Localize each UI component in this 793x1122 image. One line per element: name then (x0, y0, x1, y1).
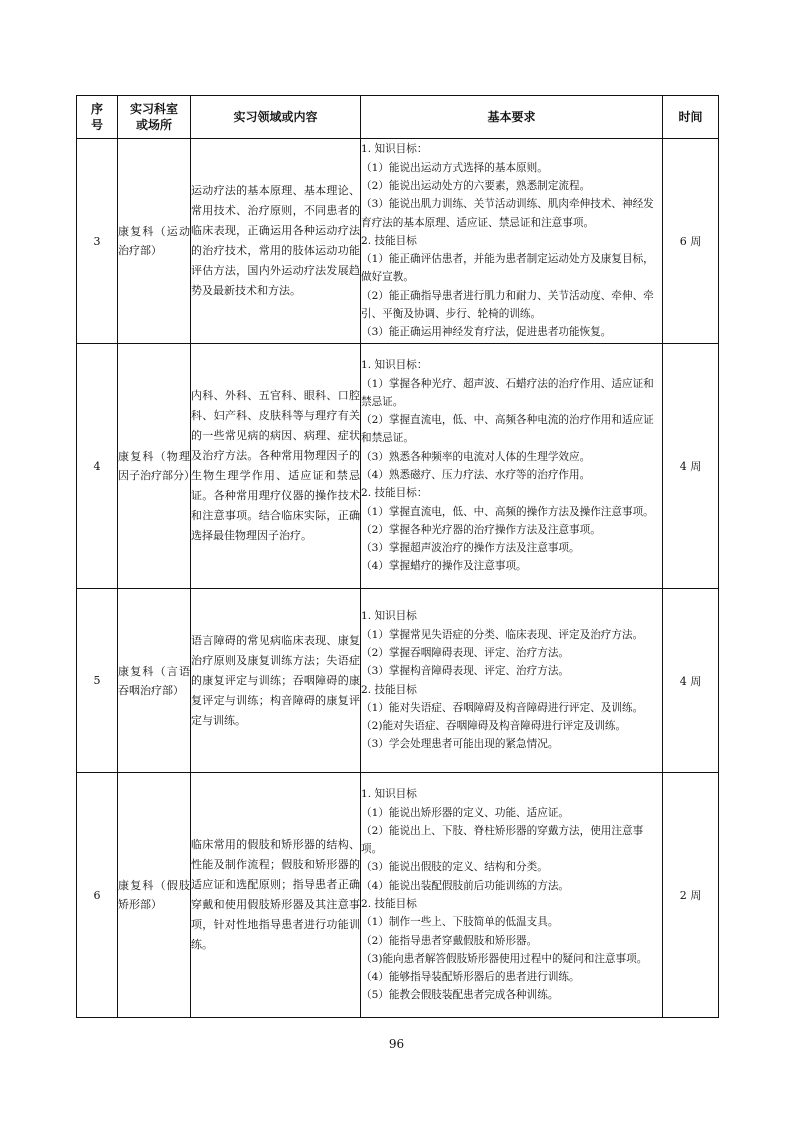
requirement-line: 2. 技能目标 (361, 683, 417, 696)
page-number: 96 (388, 1037, 405, 1051)
requirement-line: （3）能说出肌力训练、关节活动训练、肌肉牵伸技术、神经发育疗法的基本原理、适应证、禁忌证和注意事项。 (361, 198, 654, 229)
table-row (77, 344, 719, 589)
requirement-line: （2）能说出运动处方的六要素，熟悉制定流程。 (361, 179, 591, 192)
requirement-line: （3）能正确运用神经发育疗法，促进患者功能恢复。 (361, 326, 612, 339)
header-time: 时间 (663, 96, 719, 139)
row-duration: 4 周 (663, 344, 719, 589)
row-content: 语言障碍的常见病临床表现、康复治疗原则及康复训练方法；失语症的康复评定与训练；吞咽障碍的康复评定与训练；构音障碍的康复评定与训练。 (191, 589, 361, 773)
row-requirements (361, 344, 663, 589)
header-content: 实习领域或内容 (191, 96, 361, 139)
requirement-line: （3)能向患者解答假肢矫形器使用过程中的疑问和注意事项。 (361, 952, 648, 965)
requirement-line: （4）掌握蜡疗的操作及注意事项。 (361, 560, 527, 573)
requirement-line: 1. 知识目标 (361, 788, 417, 801)
requirement-line: （2）能指导患者穿戴假肢和矫形器。 (361, 934, 538, 947)
requirement-line: 1. 知识目标： (361, 359, 428, 372)
requirement-line: （1）能正确评估患者，并能为患者制定运动处方及康复目标，做好宣教。 (361, 253, 654, 284)
table-header-row (77, 96, 719, 139)
header-num-line1: 序 (90, 102, 103, 116)
requirement-line: （1）能说出矫形器的定义、功能、适应证。 (361, 806, 570, 819)
requirement-line: （1）制作一些上、下肢简单的低温支具。 (361, 916, 559, 929)
requirement-line: 2. 技能目标： (361, 487, 428, 500)
row-requirements (361, 139, 663, 344)
requirement-line: （2)能对失语症、吞咽障碍及构音障碍进行评定及训练。 (361, 720, 627, 733)
requirement-line: （3）掌握超声波治疗的操作方法及注意事项。 (361, 542, 580, 555)
header-dept-line2: 或场所 (135, 118, 172, 132)
row-duration: 4 周 (663, 589, 719, 773)
row-content: 临床常用的假肢和矫形器的结构、性能及制作流程；假肢和矫形器的适应证和选配原则；指导患者正确穿戴和使用假肢矫形器及其注意事项，针对性地指导患者进行功能训练。 (191, 773, 361, 1018)
row-duration: 6 周 (663, 139, 719, 344)
row-number: 5 (77, 589, 118, 773)
requirement-line: （2）掌握直流电，低、中、高频各种电流的治疗作用和适应证和禁忌证。 (361, 414, 654, 445)
requirement-line: （3）熟悉各种频率的电流对人体的生理学效应。 (361, 450, 591, 463)
header-requirements: 基本要求 (361, 96, 663, 139)
requirement-line: （4）能说出装配假肢前后功能训练的方法。 (361, 879, 570, 892)
header-num-line2: 号 (90, 118, 103, 132)
requirement-line: （2）能说出上、下肢、脊柱矫形器的穿戴方法，使用注意事项。 (361, 824, 644, 856)
requirement-line: （4）能够指导装配矫形器后的患者进行训练。 (361, 971, 580, 984)
row-number: 4 (77, 344, 118, 589)
requirement-line: （1）能对失语症、吞咽障碍及构音障碍进行评定、及训练。 (361, 701, 644, 714)
requirement-line: 2. 技能目标 (361, 234, 417, 247)
requirement-line: （1）能说出运动方式选择的基本原则。 (361, 161, 548, 174)
requirement-line: （3）能说出假肢的定义、结构和分类。 (361, 861, 548, 874)
table-row (77, 139, 719, 344)
requirement-line: （2）能正确指导患者进行肌力和耐力、关节活动度、牵伸、牵引、平衡及协调、步行、轮椅的训练。 (361, 289, 654, 321)
row-requirements (361, 773, 663, 1018)
table-row (77, 589, 719, 773)
row-department: 康复科（物理因子治疗部分） (118, 344, 191, 589)
requirement-line: （3）掌握构音障碍表现、评定、治疗方法。 (361, 665, 570, 678)
requirement-line: （2）掌握吞咽障碍表现、评定、治疗方法。 (361, 646, 570, 659)
row-number: 6 (77, 773, 118, 1018)
header-num (77, 96, 118, 139)
requirement-line: （2）掌握各种光疗器的治疗操作方法及注意事项。 (361, 523, 601, 536)
row-department: 康复科（假肢矫形部） (118, 773, 191, 1018)
header-dept (118, 96, 191, 139)
requirement-line: （1）掌握直流电，低、中、高频的操作方法及操作注意事项。 (361, 505, 654, 518)
row-number: 3 (77, 139, 118, 344)
row-department: 康复科（言语吞咽治疗部） (118, 589, 191, 773)
requirement-line: 2. 技能目标 (361, 898, 417, 910)
requirement-line: 1. 知识目标 (361, 610, 417, 623)
requirement-line: （5）能教会假肢装配患者完成各种训练。 (361, 989, 559, 1002)
row-requirements (361, 589, 663, 773)
internship-table (76, 95, 719, 1018)
row-content: 运动疗法的基本原理、基本理论、常用技术、治疗原则，不同患者的临床表现，正确运用各种运动疗法的治疗技术，常用的肢体运动功能评估方法，国内外运动疗法发展趋势及最新技术和方法。 (191, 139, 361, 344)
header-dept-line1: 实习科室 (129, 102, 178, 116)
row-content: 内科、外科、五官科、眼科、口腔科、妇产科、皮肤科等与理疗有关的一些常见病的病因、病理、症状及治疗方法。各种常用物理因子的生物生理学作用、适应证和禁忌证。各种常用理疗仪器的操作技术和注意事项。结合临床实际，正确选择最佳物理因子治疗。 (191, 344, 361, 589)
requirement-line: （1）掌握各种光疗、超声波、石蜡疗法的治疗作用、适应证和禁忌证。 (361, 377, 654, 408)
requirement-line: （3）学会处理患者可能出现的紧急情况。 (361, 738, 559, 751)
table-row (77, 773, 719, 1018)
row-duration: 2 周 (663, 773, 719, 1018)
requirement-line: 1. 知识目标： (361, 143, 428, 156)
requirement-line: （1）掌握常见失语症的分类、临床表现、评定及治疗方法。 (361, 628, 644, 641)
requirement-line: （4）熟悉磁疗、压力疗法、水疗等的治疗作用。 (361, 469, 591, 481)
row-department: 康复科（运动治疗部） (118, 139, 191, 344)
